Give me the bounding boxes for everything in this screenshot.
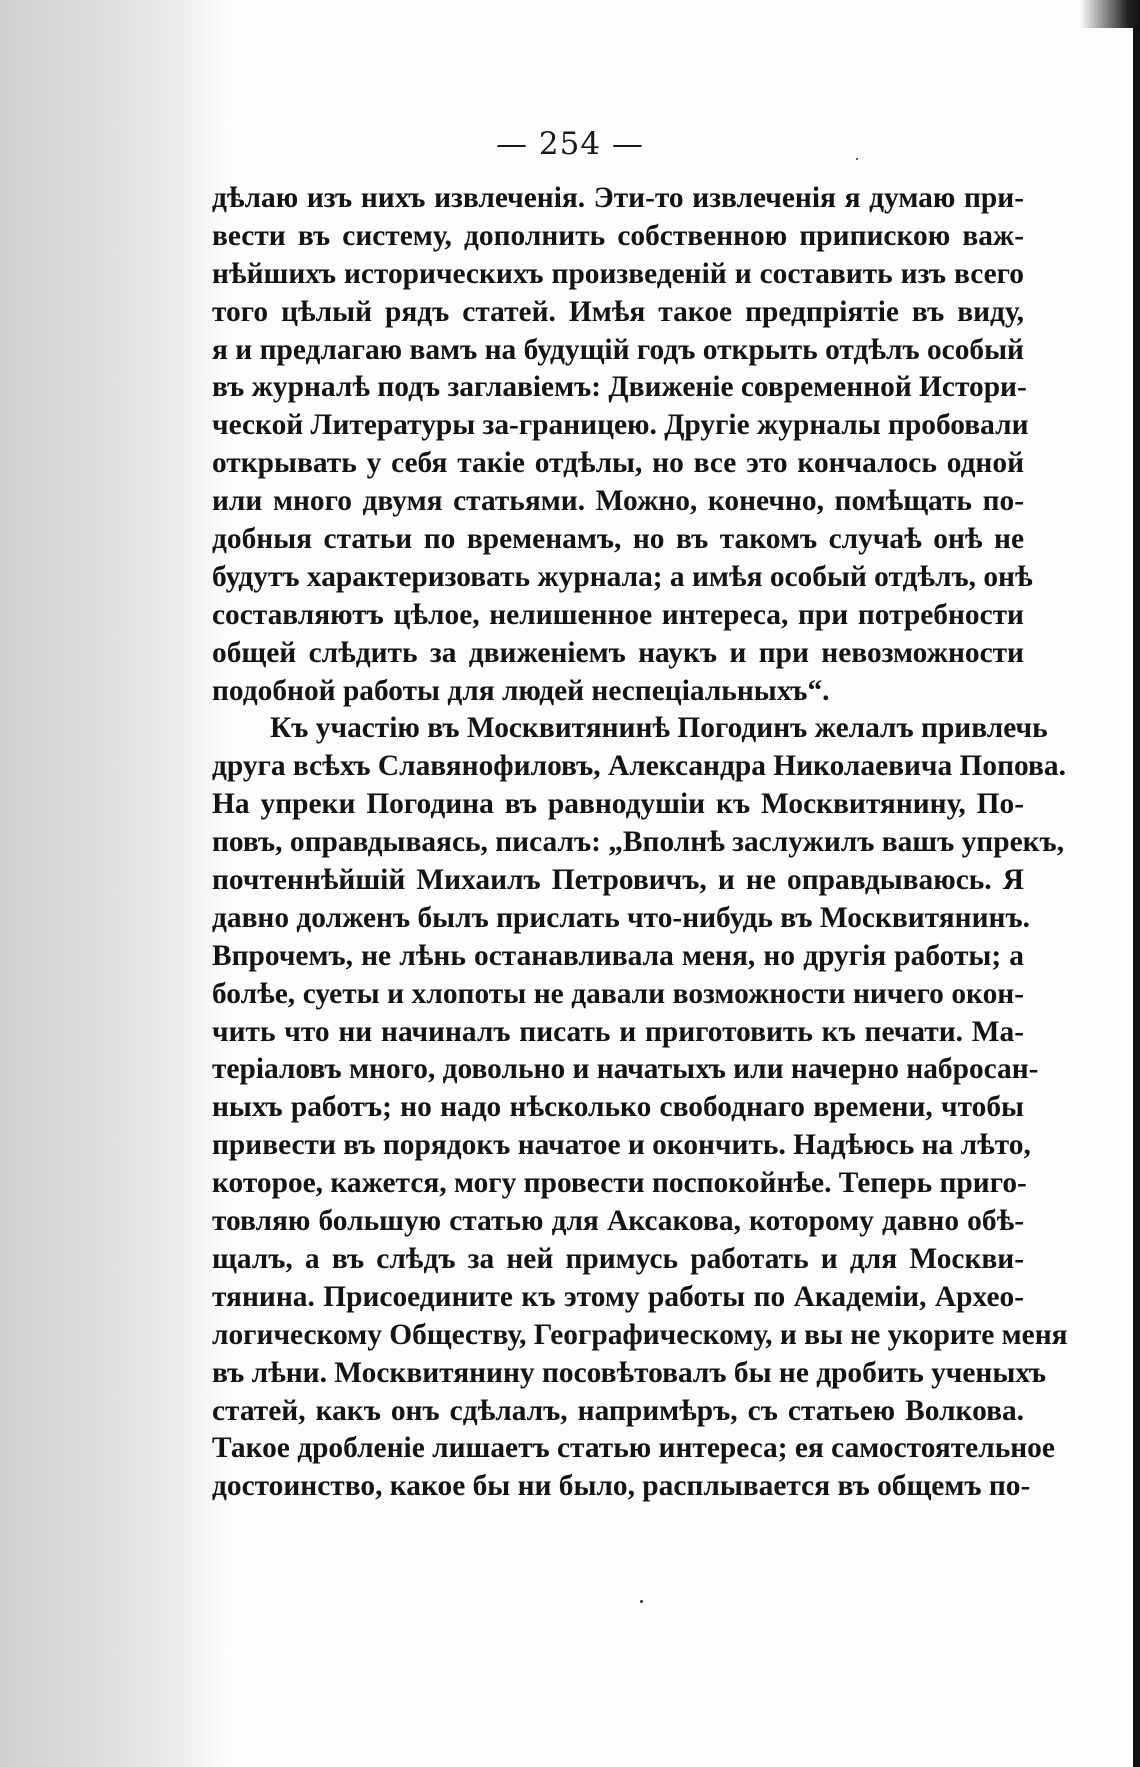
- text-line: логическому Обществу, Географическому, и вы не укорите меня: [212, 1318, 1068, 1351]
- text-line: которое, кажется, могу провести поспокойнѣе. Теперь приго-: [212, 1167, 1027, 1200]
- page-gutter-shadow: [0, 0, 230, 1767]
- text-line: нѣйшихъ историческихъ произведеній и составить изъ всего: [212, 257, 1024, 290]
- text-line: почтеннѣйшій Михаилъ Петровичъ, и не оправдываюсь. Я: [212, 864, 1024, 897]
- text-line: товляю большую статью для Аксакова, которому давно обѣ-: [212, 1205, 1024, 1238]
- text-line: я и предлагаю вамъ на будущій годъ открыть отдѣлъ особый: [212, 333, 1024, 366]
- text-line: болѣе, суеты и хлопоты не давали возможности ничего окон-: [212, 977, 1024, 1010]
- scan-speck: [856, 158, 858, 160]
- text-line: открывать у себя такіе отдѣлы, но все это кончалось одной: [212, 447, 1024, 480]
- text-line: теріаловъ много, довольно и начатыхъ или начерно набросан-: [212, 1053, 1039, 1086]
- text-line: будутъ характеризовать журнала; а имѣя особый отдѣлъ, онѣ: [212, 560, 1033, 593]
- text-line: повъ, оправдываясь, писалъ: „Вполнѣ заслужилъ вашъ упрекъ,: [212, 826, 1065, 859]
- text-line: общей слѣдить за движеніемъ наукъ и при невозможности: [212, 636, 1024, 669]
- text-line: привести въ порядокъ начатое и окончить. Надѣюсь на лѣто,: [212, 1129, 1031, 1162]
- page-number: — 254 —: [496, 126, 644, 162]
- text-line: добныя статьи по временамъ, но въ такомъ случаѣ онѣ не: [212, 523, 1024, 556]
- text-line: ныхъ работъ; но надо нѣсколько свободнаго времени, чтобы: [212, 1091, 1024, 1124]
- text-line: въ журналѣ подъ заглавіемъ: Движеніе современной Истори-: [212, 371, 1027, 404]
- text-line: подобной работы для людей неспеціальныхъ“.: [212, 674, 830, 707]
- page-corner-shadow: [1080, 0, 1140, 28]
- text-line: щалъ, а въ слѣдъ за ней примусь работать и для Москви-: [212, 1242, 1024, 1275]
- text-line: друга всѣхъ Славянофиловъ, Александра Николаевича Попова.: [212, 750, 1066, 783]
- text-line: того цѣлый рядъ статей. Имѣя такое предпріятіе въ виду,: [212, 295, 1024, 328]
- text-line: дѣлаю изъ нихъ извлеченія. Эти-то извлеченія я думаю при-: [212, 182, 1024, 214]
- text-line: Такое дробленіе лишаетъ статью интереса; ея самостоятельное: [212, 1432, 1055, 1465]
- text-line: тянина. Присоедините къ этому работы по Академіи, Архео-: [212, 1280, 1024, 1313]
- text-line: ческой Литературы за-границею. Другіе журналы пробовали: [212, 409, 1029, 442]
- text-line: достоинство, какое бы ни было, расплывается въ общемъ по-: [212, 1470, 1031, 1503]
- text-line: чить что ни начиналъ писать и приготовить къ печати. Ма-: [212, 1015, 1024, 1048]
- body-text: [212, 180, 1068, 1506]
- text-line: Къ участію въ Москвитянинѣ Погодинъ желалъ привлечь: [270, 712, 1048, 745]
- scan-speck: [640, 1600, 643, 1603]
- text-line: На упреки Погодина въ равнодушіи къ Москвитянину, По-: [212, 788, 1024, 821]
- text-line: Впрочемъ, не лѣнь останавливала меня, но другія работы; а: [212, 939, 1024, 972]
- text-line: составляютъ цѣлое, нелишенное интереса, при потребности: [212, 598, 1024, 631]
- text-line: вести въ систему, дополнить собственною припискою важ-: [212, 219, 1024, 252]
- text-line: давно долженъ былъ прислать что-нибудь въ Москвитянинъ.: [212, 901, 1030, 934]
- text-line: въ лѣни. Москвитянину посовѣтовалъ бы не дробить ученыхъ: [212, 1356, 1046, 1389]
- text-line: или много двумя статьями. Можно, конечно, помѣщать по-: [212, 485, 1024, 518]
- text-line: статей, какъ онъ сдѣлалъ, напримѣръ, съ статьею Волкова.: [212, 1394, 1024, 1427]
- page-right-border: [1133, 0, 1140, 1767]
